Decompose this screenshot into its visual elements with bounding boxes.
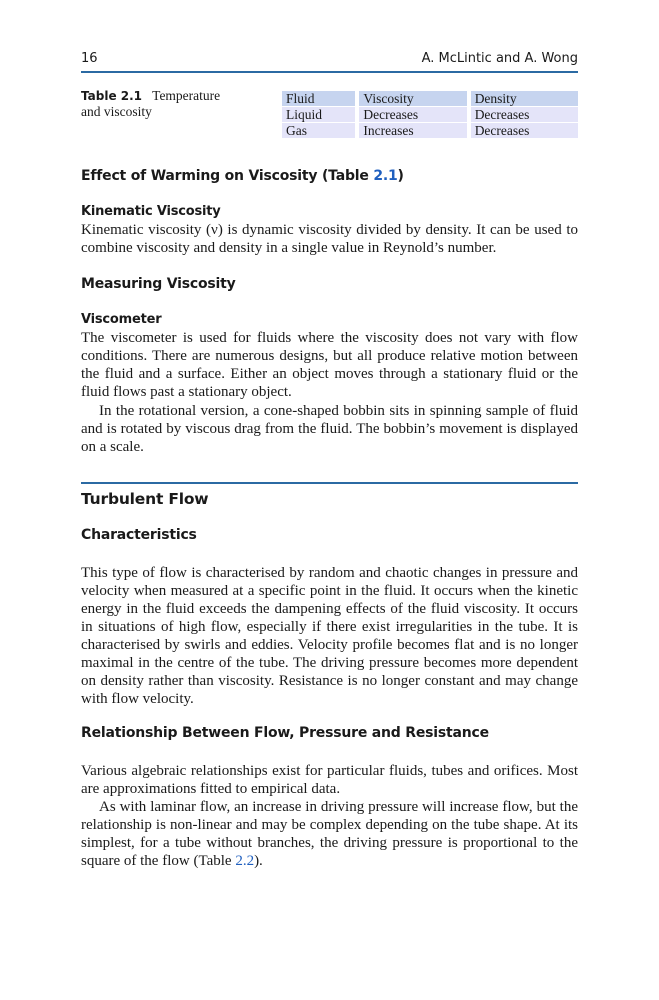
measuring-viscosity-heading: Measuring Viscosity xyxy=(81,276,236,292)
table-row xyxy=(282,106,578,122)
relationship-paragraph-2 xyxy=(81,798,578,870)
table-row xyxy=(282,122,578,138)
page-number: 16 xyxy=(81,51,98,66)
effect-heading-text: Effect of Warming on Viscosity (Table xyxy=(81,168,374,184)
table-header-cell: Viscosity xyxy=(355,91,466,106)
temperature-viscosity-table xyxy=(282,91,578,138)
table-cell: Decreases xyxy=(467,122,578,138)
table-reference-link[interactable]: 2.1 xyxy=(373,168,398,184)
table-cell: Gas xyxy=(282,122,355,138)
turbulent-flow-heading: Turbulent Flow xyxy=(81,490,209,508)
characteristics-heading: Characteristics xyxy=(81,527,197,543)
relationship-paragraph-1: Various algebraic relationships exist for particular fluids, tubes and orifices. Most are approximations fitted to empirical data. xyxy=(81,763,578,797)
table-cell: Liquid xyxy=(282,106,355,122)
table-cell: Decreases xyxy=(355,106,466,122)
kinematic-viscosity-paragraph: Kinematic viscosity (ν) is dynamic viscosity divided by density. It can be used to combine viscosity and density in a single value in Reynold’s number. xyxy=(81,222,578,256)
relationship-heading: Relationship Between Flow, Pressure and Resistance xyxy=(81,725,489,741)
kinematic-viscosity-heading: Kinematic Viscosity xyxy=(81,204,221,219)
table-header-row xyxy=(282,91,578,106)
header-rule xyxy=(81,71,578,73)
table-caption-label: Table 2.1 xyxy=(81,89,143,103)
relationship-paragraph-2-suffix: ). xyxy=(254,853,263,869)
effect-heading-suffix: ) xyxy=(397,168,404,184)
relationship-paragraph-2-text: As with laminar flow, an increase in driving pressure will increase flow, but the relationship is non-linear and may be complex depending on the tube shape. At its simplest, for a tube without branches, the driving pressure is proportional to the square of the flow (Table xyxy=(81,799,578,869)
table-caption xyxy=(81,88,241,120)
section-rule xyxy=(81,482,578,484)
table-cell: Increases xyxy=(355,122,466,138)
characteristics-paragraph: This type of flow is characterised by random and chaotic changes in pressure and velocity when measured at a specific point in the fluid. It occurs when the kinetic energy in the fluid exceeds the dampening effects of the fluid viscosity. It occurs in situations of high flow, especially if there exist irregularities in the tube. It is characterised by swirls and eddies. Velocity profile becomes flat and is no longer maximal in the centre of the tube. The driving pressure becomes more dependent on density rather than viscosity. Resistance is no longer constant and may change with flow velocity. xyxy=(81,565,578,707)
table-header-cell: Fluid xyxy=(282,91,355,106)
effect-of-warming-heading xyxy=(81,168,404,184)
table-header-cell: Density xyxy=(467,91,578,106)
table-reference-link[interactable]: 2.2 xyxy=(235,853,255,869)
table-cell: Decreases xyxy=(467,106,578,122)
table-caption-text: Temperature and viscosity xyxy=(81,88,221,119)
viscometer-heading: Viscometer xyxy=(81,312,162,327)
running-head: A. McLintic and A. Wong xyxy=(421,51,578,66)
viscometer-paragraph-2: In the rotational version, a cone-shaped bobbin sits in spinning sample of fluid and is rotated by viscous drag from the fluid. The bobbin’s movement is displayed on a scale. xyxy=(81,403,578,455)
viscometer-paragraph-1: The viscometer is used for fluids where the viscosity does not vary with flow conditions. There are numerous designs, but all produce relative motion between the fluid and a surface. Either an object moves through a stationary fluid or the fluid flows past a stationary object. xyxy=(81,330,578,400)
